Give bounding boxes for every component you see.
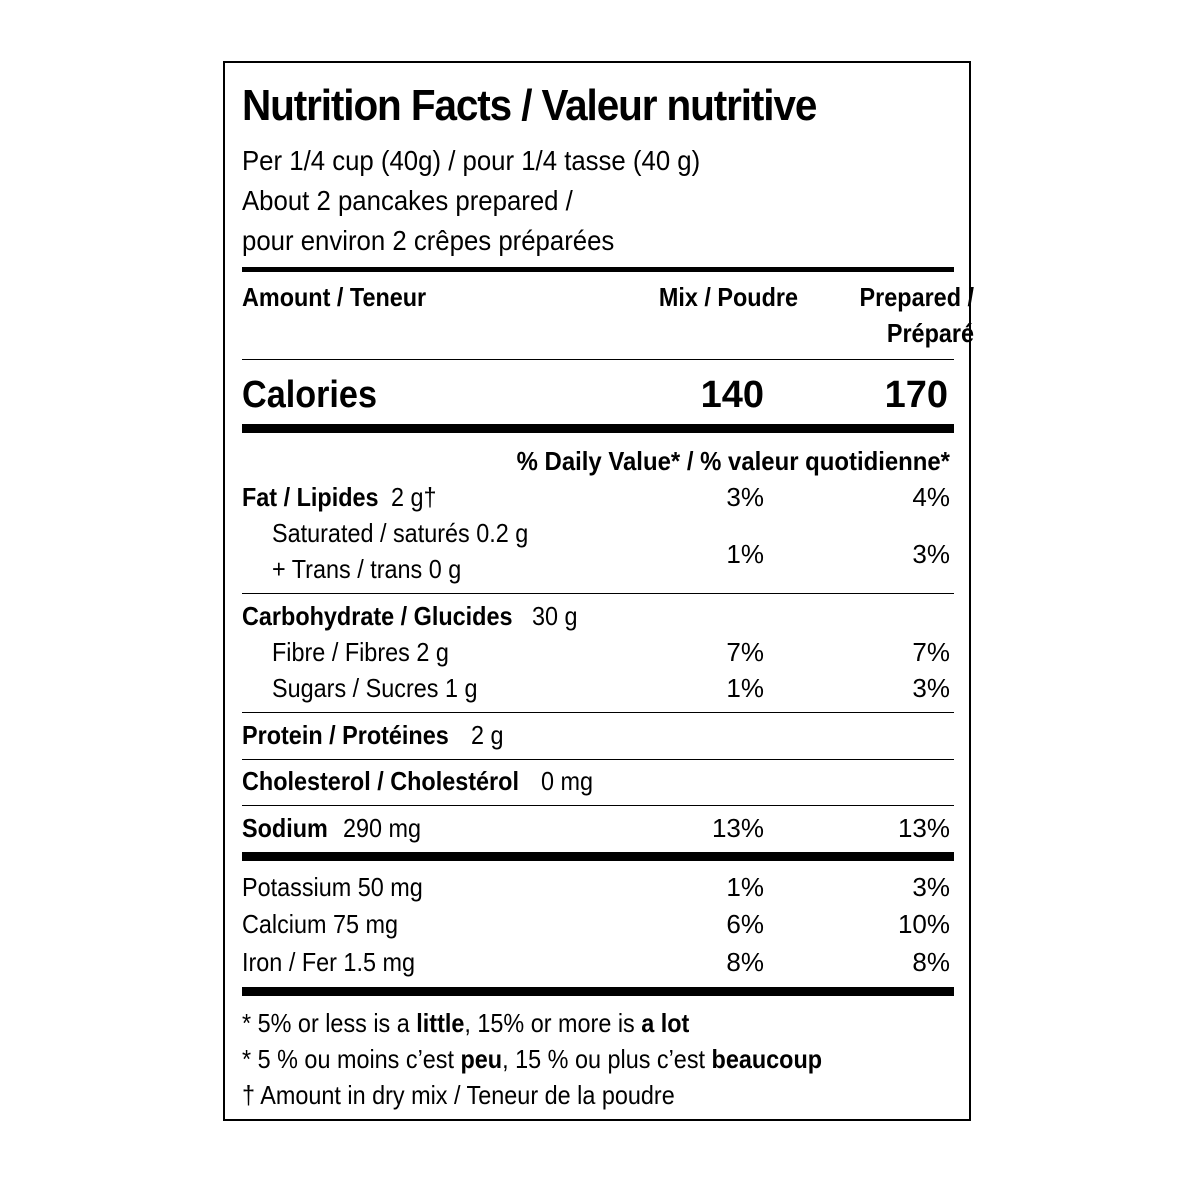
carbohydrate-amount: 30 g: [531, 601, 578, 631]
column-header-mix: Mix / Poudre: [658, 282, 798, 312]
sugars-label: Sugars / Sucres 1 g: [272, 673, 478, 703]
sugars-mix-dv: 1%: [726, 673, 764, 703]
cholesterol-row: [242, 763, 954, 799]
saturated-label: Saturated / saturés 0.2 g: [272, 518, 529, 548]
serving-line-2: About 2 pancakes prepared /: [242, 185, 573, 216]
footnote-en-pre: * 5% or less is a: [242, 1008, 417, 1038]
sodium-label: Sodium: [242, 813, 328, 843]
sodium-amount: 290 mg: [342, 813, 421, 843]
protein-amount: 2 g: [470, 720, 504, 750]
column-header-prepared-line-2: Préparé: [886, 318, 974, 348]
fibre-label: Fibre / Fibres 2 g: [272, 637, 449, 667]
carbohydrate-row: [242, 598, 954, 634]
fat-amount: 2 g†: [390, 482, 437, 512]
thick-rule-sodium: [242, 852, 954, 861]
column-header-amount: Amount / Teneur: [242, 282, 427, 312]
calcium-label: Calcium 75 mg: [242, 909, 399, 939]
saturated-trans-prepared-dv: 3%: [912, 539, 950, 569]
iron-label: Iron / Fer 1.5 mg: [242, 947, 415, 977]
nutrition-title: Nutrition Facts / Valeur nutritive: [242, 81, 817, 130]
trans-label: + Trans / trans 0 g: [272, 554, 462, 584]
calories-label: Calories: [242, 374, 377, 416]
footnote-french: [242, 1041, 887, 1077]
calories-mix-value: 140: [700, 374, 764, 416]
footnote-english: [242, 1005, 739, 1041]
footnote-fr-pre: * 5 % ou moins c’est: [242, 1044, 461, 1074]
footnote-en-mid: , 15% or more is: [464, 1008, 642, 1038]
rule-fat: [242, 593, 954, 594]
calcium-mix-dv: 6%: [726, 909, 764, 939]
carbohydrate-label: Carbohydrate / Glucides: [242, 601, 513, 631]
thick-rule-bottom: [242, 987, 954, 996]
rule-cholesterol: [242, 805, 954, 806]
rule-carbohydrate: [242, 712, 954, 713]
iron-prepared-dv: 8%: [912, 947, 950, 977]
protein-row: [242, 717, 954, 753]
sodium-mix-dv: 13%: [711, 813, 764, 843]
potassium-mix-dv: 1%: [726, 872, 764, 902]
sodium-prepared-dv: 13%: [897, 813, 950, 843]
footnote-fr-mid: , 15 % ou plus c’est: [502, 1044, 712, 1074]
fibre-prepared-dv: 7%: [912, 637, 950, 667]
calcium-prepared-dv: 10%: [897, 909, 950, 939]
sugars-prepared-dv: 3%: [912, 673, 950, 703]
footnote-en-lot: a lot: [641, 1008, 690, 1038]
fat-prepared-dv: 4%: [912, 482, 950, 512]
footnote-dagger: † Amount in dry mix / Teneur de la poudre: [242, 1080, 675, 1110]
daily-value-heading: % Daily Value* / % valeur quotidienne*: [516, 446, 950, 476]
fibre-mix-dv: 7%: [726, 637, 764, 667]
footnote-en-little: little: [416, 1008, 465, 1038]
serving-size: [242, 141, 700, 261]
cholesterol-amount: 0 mg: [540, 766, 593, 796]
footnote-fr-beaucoup: beaucoup: [711, 1044, 823, 1074]
column-header-prepared-line-1: Prepared /: [859, 282, 974, 312]
saturated-trans-mix-dv: 1%: [726, 539, 764, 569]
potassium-prepared-dv: 3%: [912, 872, 950, 902]
iron-mix-dv: 8%: [726, 947, 764, 977]
thick-rule-top: [242, 267, 954, 272]
thick-rule-calories: [242, 424, 954, 433]
fat-label: Fat / Lipides: [242, 482, 379, 512]
rule-protein: [242, 759, 954, 760]
serving-line-1: Per 1/4 cup (40g) / pour 1/4 tasse (40 g): [242, 145, 701, 176]
footnote-fr-peu: peu: [460, 1044, 503, 1074]
protein-label: Protein / Protéines: [242, 720, 449, 750]
cholesterol-label: Cholesterol / Cholestérol: [242, 766, 519, 796]
fat-mix-dv: 3%: [726, 482, 764, 512]
calories-prepared-value: 170: [884, 374, 948, 416]
nutrition-facts-content: [242, 63, 974, 1119]
potassium-label: Potassium 50 mg: [242, 872, 423, 902]
rule-header: [242, 359, 954, 360]
serving-line-3: pour environ 2 crêpes préparées: [242, 225, 615, 256]
nutrition-facts-table: [223, 61, 974, 1121]
